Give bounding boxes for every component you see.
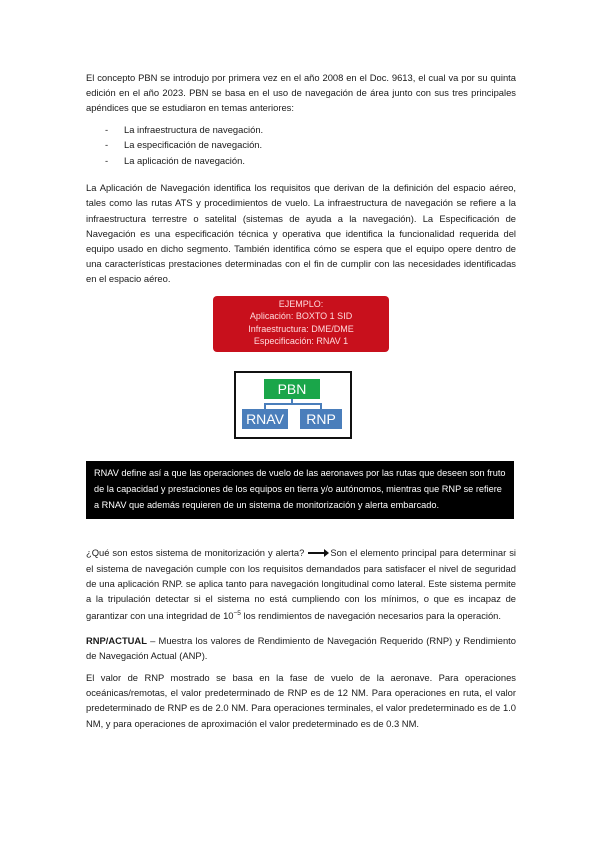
question-answer: Son el elemento principal para determinar si el sistema de navegación cumple con los requisitos demandados para satisfacer el nivel de seguridad de una aplicación RNP. se aplica tanto para navegación longitudinal como lateral. Este sistema permite a la tripulación detectar si el sistema no está cumpliendo con los mínimos, o que es incapaz de garantizar con una integridad de <box>86 547 516 622</box>
dash-marker: - <box>105 139 109 151</box>
pbn-diagram <box>234 371 352 439</box>
integrity-value <box>223 610 241 621</box>
rnp-actual-title: RNP/ACTUAL <box>86 634 147 646</box>
question-answer-end: los rendimientos de navegación necesarios para la operación. <box>243 610 501 622</box>
connector-line <box>264 403 322 405</box>
rnp-node: RNP <box>300 409 342 429</box>
question-paragraph <box>86 545 516 623</box>
list-item-text: La aplicación de navegación. <box>124 154 245 166</box>
list-item-text: La especificación de navegación. <box>124 139 263 151</box>
list-item-text: La infraestructura de navegación. <box>124 123 264 135</box>
appendix-list <box>86 122 516 169</box>
document-page <box>86 70 516 731</box>
example-line: Infraestructura: DME/DME <box>248 323 354 334</box>
example-title: EJEMPLO: <box>278 298 324 309</box>
rnp-actual-paragraph <box>86 633 516 663</box>
example-box <box>213 296 389 352</box>
list-item <box>86 137 516 153</box>
question-text: ¿Qué son estos sistema de monitorización y alerta? <box>86 547 305 559</box>
example-line: Especificación: RNAV 1 <box>253 336 349 347</box>
application-paragraph: La Aplicación de Navegación identifica los requisitos que derivan de la definición del espacio aéreo, tales como las rutas ATS y procedimientos de vuelo. La infraestructura de navegación se refiere a la infraestructura terrestre o satelital (sistemas de ayuda a la navegación). La Especificación de Navegación es una especificación técnica y operativa que identifica la funcionalidad requerida del equipo usado en dicho segmento. También identifica cómo se espera que el equipo opere dentro de una características prestaciones determinadas con el fin de cumplir con las necesidades identificadas en el espacio aéreo. <box>86 182 516 285</box>
rnp-actual-text: – Muestra los valores de Rendimiento de Navegación Requerido (RNP) y Rendimiento de Navegación Actual (ANP). <box>86 634 516 661</box>
list-item <box>86 122 516 138</box>
dash-marker: - <box>105 123 109 135</box>
arrow-icon <box>308 552 326 554</box>
intro-paragraph: El concepto PBN se introdujo por primera vez en el año 2008 en el Doc. 9613, el cual va por su quinta edición en el año 2023. PBN se basa en el uso de navegación de área junto con sus tres principales apéndices que se estudiaron en temas anteriores: <box>86 72 516 114</box>
integrity-exponent: −5 <box>233 610 241 618</box>
rnav-node: RNAV <box>242 409 288 429</box>
dash-marker: - <box>105 154 109 166</box>
list-item <box>86 153 516 169</box>
example-line: Aplicación: BOXTO 1 SID <box>249 311 353 322</box>
integrity-base: 10 <box>223 610 234 622</box>
rnp-values-paragraph: El valor de RNP mostrado se basa en la fase de vuelo de la aeronave. Para operaciones oceánicas/remotas, el valor predeterminado de RNP es de 12 NM. Para operaciones en ruta, el valor predeterminado de RNP es de 2.0 NM. Para operaciones terminales, el valor predeterminado es de 1.0 NM, y para operaciones de aproximación el valor predeterminado es de 0.3 NM. <box>86 671 516 729</box>
definition-box: RNAV define así a que las operaciones de vuelo de las aeronaves por las rutas que deseen son fruto de la capacidad y prestaciones de los equipos en tierra y/o autónomos, mientras que RNP se refiere a RNAV que además requieren de un sistema de monitorización y alerta embarcado. <box>86 461 514 520</box>
pbn-node: PBN <box>264 379 320 399</box>
